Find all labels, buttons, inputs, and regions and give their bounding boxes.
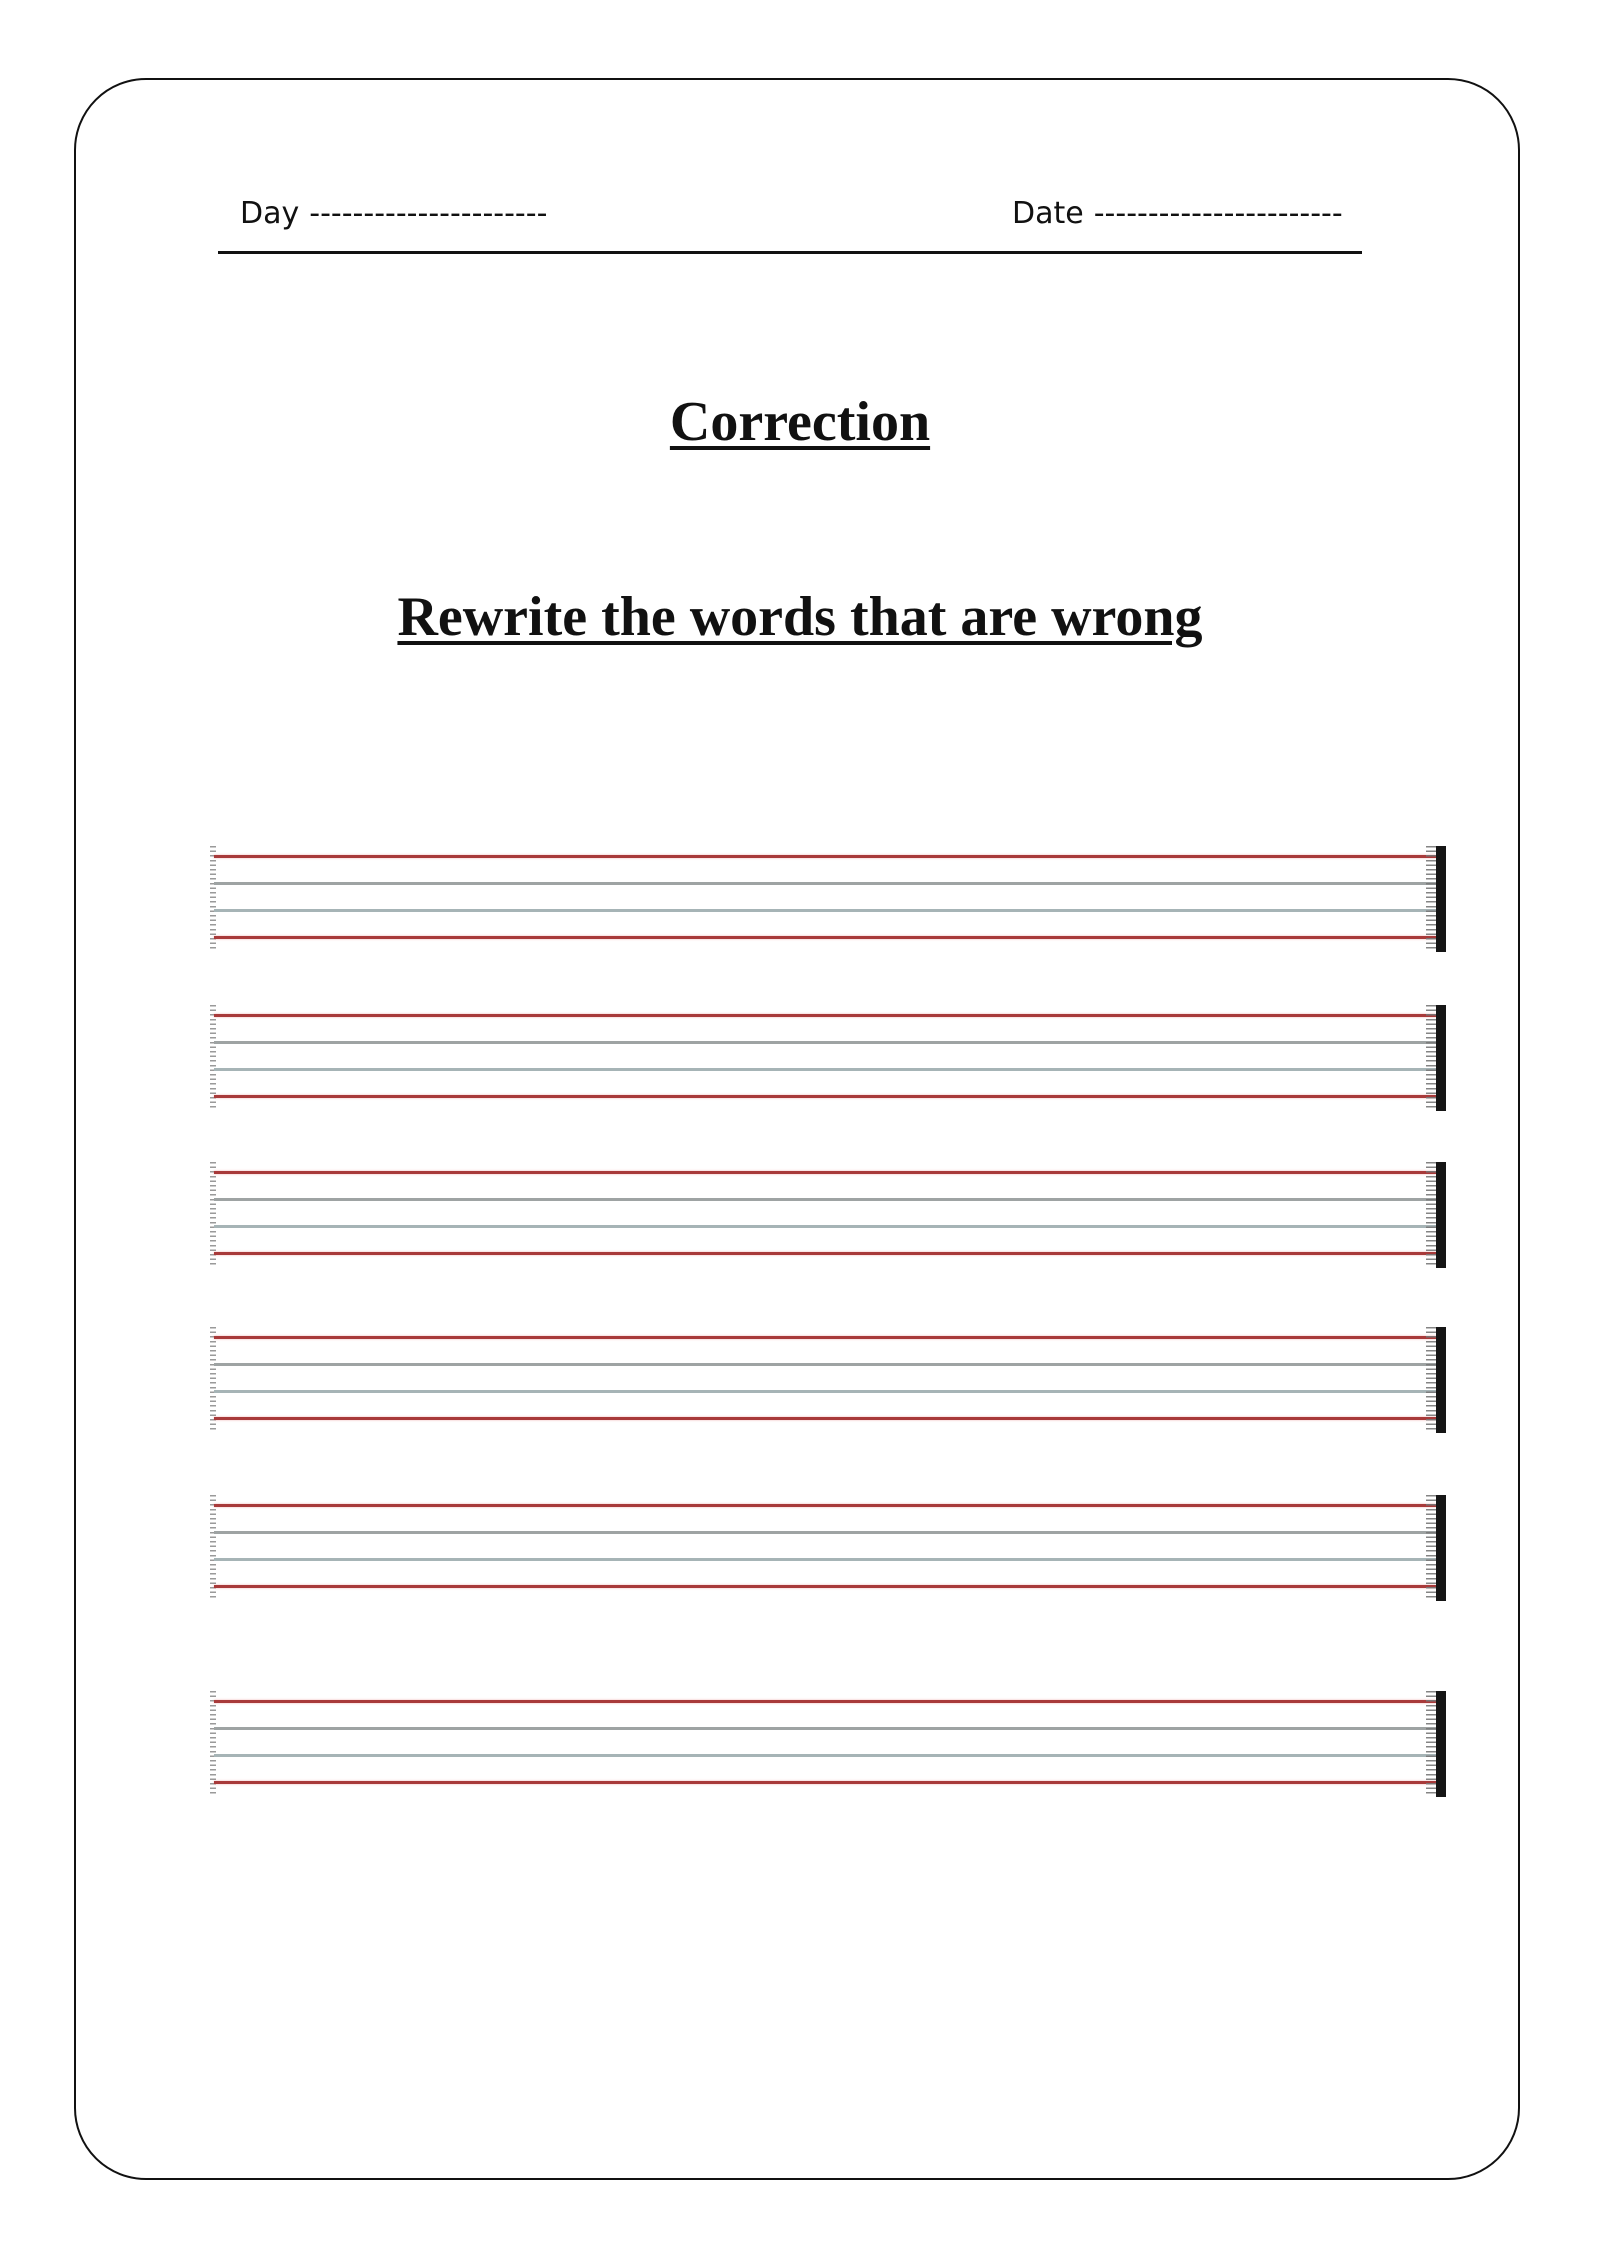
- date-label: Date: [1012, 196, 1084, 231]
- day-label: Day: [240, 196, 300, 231]
- right-tick-marks: [1426, 1327, 1436, 1433]
- right-tick-marks: [1426, 846, 1436, 952]
- right-tick-marks: [1426, 1162, 1436, 1268]
- base-guide-line: [214, 1781, 1436, 1784]
- right-margin-bar: [1436, 1162, 1446, 1268]
- lower-mid-guide-line: [214, 1390, 1436, 1393]
- right-margin-bar: [1436, 1495, 1446, 1601]
- top-guide-line: [214, 1700, 1436, 1703]
- day-field[interactable]: [240, 196, 547, 231]
- instruction-heading: Rewrite the words that are wrong: [397, 586, 1203, 648]
- base-guide-line: [214, 1585, 1436, 1588]
- top-guide-line: [214, 1014, 1436, 1017]
- mid-guide-line: [214, 1531, 1436, 1534]
- top-guide-line: [214, 1336, 1436, 1339]
- lower-mid-guide-line: [214, 909, 1436, 912]
- mid-guide-line: [214, 1198, 1436, 1201]
- top-guide-line: [214, 1171, 1436, 1174]
- lower-mid-guide-line: [214, 1225, 1436, 1228]
- mid-guide-line: [214, 1363, 1436, 1366]
- right-margin-bar: [1436, 846, 1446, 952]
- date-field[interactable]: [1012, 196, 1343, 231]
- base-guide-line: [214, 936, 1436, 939]
- writing-line-group-1[interactable]: [208, 846, 1448, 952]
- right-margin-bar: [1436, 1691, 1446, 1797]
- right-tick-marks: [1426, 1495, 1436, 1601]
- lower-mid-guide-line: [214, 1068, 1436, 1071]
- mid-guide-line: [214, 1727, 1436, 1730]
- mid-guide-line: [214, 1041, 1436, 1044]
- page-title: Correction: [669, 391, 931, 453]
- day-blank[interactable]: ----------------------: [309, 196, 548, 231]
- right-tick-marks: [1426, 1005, 1436, 1111]
- date-blank[interactable]: -----------------------: [1093, 196, 1343, 231]
- base-guide-line: [214, 1252, 1436, 1255]
- top-guide-line: [214, 855, 1436, 858]
- header-rule: [218, 251, 1362, 254]
- top-guide-line: [214, 1504, 1436, 1507]
- right-margin-bar: [1436, 1327, 1446, 1433]
- writing-line-group-2[interactable]: [208, 1005, 1448, 1111]
- mid-guide-line: [214, 882, 1436, 885]
- writing-line-group-3[interactable]: [208, 1162, 1448, 1268]
- right-tick-marks: [1426, 1691, 1436, 1797]
- writing-line-group-6[interactable]: [208, 1691, 1448, 1797]
- writing-line-group-4[interactable]: [208, 1327, 1448, 1433]
- base-guide-line: [214, 1095, 1436, 1098]
- writing-line-group-5[interactable]: [208, 1495, 1448, 1601]
- lower-mid-guide-line: [214, 1558, 1436, 1561]
- base-guide-line: [214, 1417, 1436, 1420]
- lower-mid-guide-line: [214, 1754, 1436, 1757]
- right-margin-bar: [1436, 1005, 1446, 1111]
